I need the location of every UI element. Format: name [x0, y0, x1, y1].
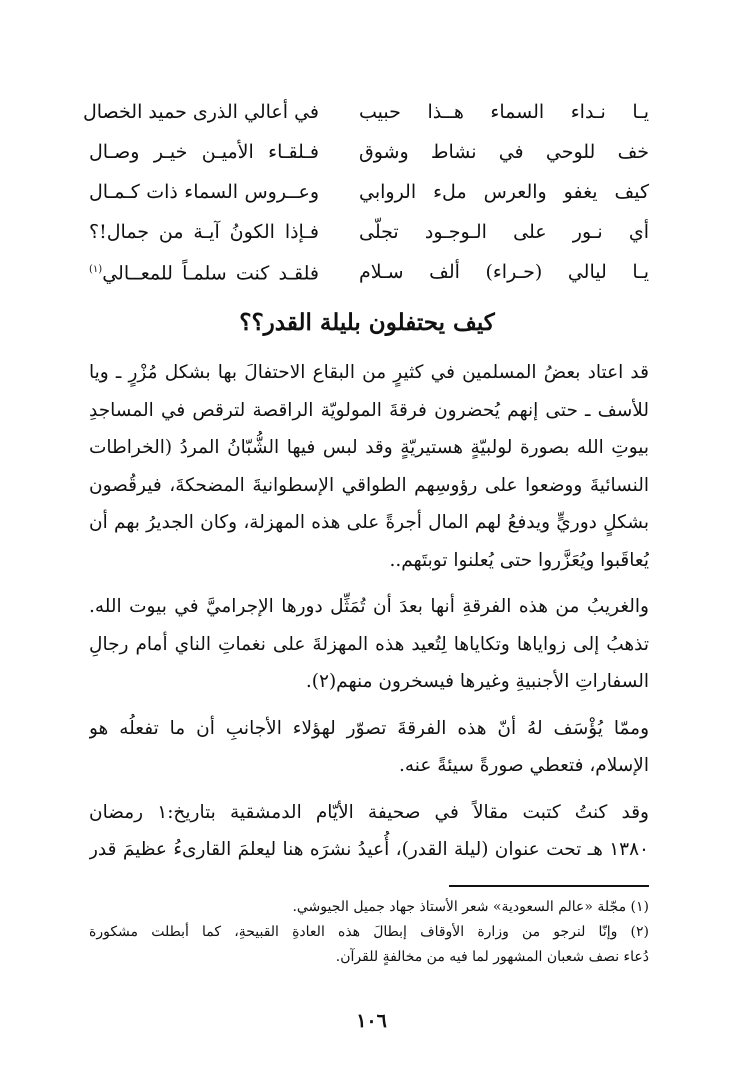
poem-hemistich-second: وعــروس السماء ذات كـمـال: [89, 181, 319, 203]
poem-hemistich-second: فـلقـاء الأميـن خيـر وصـال: [89, 141, 319, 163]
text-line: النسائيةَ ووضعوا على رؤوسِهم الطواقي الإسطوانيةَ المضحكةَ، فيرقُصون: [89, 474, 649, 496]
paragraph: [89, 588, 649, 701]
footnote: (٢) وإنّا لنرجو من وزارة الأوقاف إبطالَ هذه العادةِ القبيحةِ، كما أبطلت مشكورة: [89, 924, 649, 940]
text-line: ١٣٨٠ هـ تحت عنوان (ليلة القدر)، أُعيدُ نشرَه هنا ليعلمَ القارىءُ عظيمَ قدر: [89, 839, 649, 860]
text-line: بيوتِ الله بصورة لولبيّةٍ هستيريّةٍ وقد لبس فيها الشُّبّانُ المردُ (الخراطات: [89, 437, 649, 458]
poem-hemistich-second: [89, 250, 319, 293]
text-line: والغريبُ من هذه الفرقةِ أنها بعدَ أن تُمَثِّل دورها الإجراميَّ في بيوت الله.: [89, 596, 649, 617]
page-number: ١٠٦: [356, 1010, 387, 1032]
body-text: [89, 354, 649, 869]
poem-verse: [89, 212, 649, 252]
poem-hemistich-second: في أعالي الذرى حميد الخصال: [82, 101, 319, 123]
footnotes: [89, 895, 649, 970]
poem-hemistich-text: فلقـد كنت سلمـاً للمعــالي: [102, 262, 319, 285]
text-line: السفاراتِ الأجنبيةِ وغيرها فيسخرون منهم(٢).: [305, 671, 649, 692]
paragraph: [89, 794, 649, 869]
poem: [82, 92, 649, 292]
text-line: وممّا يُؤْسَف لهُ أنّ هذه الفرقةَ تصوّر لهؤلاء الأجانبِ أن ما تفعلُه هو: [89, 717, 649, 739]
footnote-marker: (١): [89, 264, 103, 276]
text-line: بشكلٍ دوريٍّ ويدفعُ لهم المال أجرةً على هذه المهزلة، وكان الجديرُ بهم أن: [89, 512, 649, 533]
poem-verse: [89, 252, 649, 292]
text-line: للأسف ـ حتى إنهم يُحضرون فرقةَ المولويّة الراقصة لترقص في المساجدِ: [89, 399, 649, 421]
poem-hemistich-first: أي نـور على الـوجـود تجلّى: [359, 221, 649, 243]
footnote: (١) مجّلة «عالم السعودية» شعر الأستاذ جهاد جميل الجيوشي.: [292, 899, 649, 915]
footnote-continuation: دُعاء نصف شعبان المشهور لما فيه من مخالفةٍ للقرآن.: [335, 949, 649, 965]
text-line: قد اعتاد بعضُ المسلمين في كثيرٍ من البقاع الاحتفالَ بها بشكل مُزْرٍ ـ ويا: [89, 362, 649, 383]
poem-verse: [89, 132, 649, 172]
text-line: وقد كنتُ كتبت مقالاً في صحيفة الأيّام الدمشقية بتاريخ:١ رمضان: [89, 801, 649, 823]
poem-hemistich-second: فـإذا الكونُ آيـة من جمال!؟: [89, 221, 319, 243]
poem-hemistich-first: خف للوحي في نشاط وشوق: [359, 141, 649, 163]
poem-hemistich-first: يـا ليالي (حـراء) ألف سـلام: [359, 261, 649, 283]
text-line: الإسلام، فتعطي صورةً سيئةً عنه.: [398, 755, 649, 776]
poem-hemistich-first: كيف يغفو والعرس ملء الروابي: [359, 181, 649, 203]
poem-verse: [82, 92, 649, 132]
paragraph: [89, 710, 649, 785]
text-line: تذهبُ إلى زواياها وتكاياها لِتُعيد هذه المهزلةَ على نغماتِ الناي أمام رجالِ: [89, 633, 649, 655]
footnote-separator: [449, 885, 649, 887]
poem-verse: [89, 172, 649, 212]
paragraph: [89, 354, 649, 579]
text-line: يُعاقَبوا ويُعَزَّروا حتى يُعلنوا توبتَهم..: [389, 549, 649, 571]
section-heading: كيف يحتفلون بليلة القدر؟؟: [239, 309, 495, 336]
poem-hemistich-first: يـا نـداء السماء هــذا حبيب: [359, 101, 649, 123]
